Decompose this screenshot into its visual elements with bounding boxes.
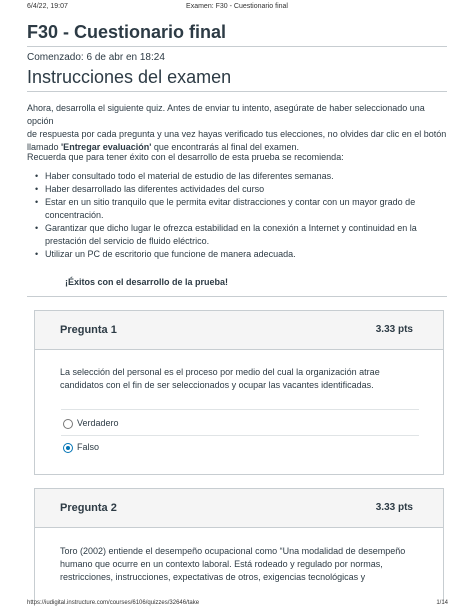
success-message: ¡Éxitos con el desarrollo de la prueba! [65, 277, 229, 287]
instructions-heading: Instrucciones del examen [27, 67, 232, 87]
recommendation-list [27, 170, 457, 261]
intro-line-start: llamado [27, 142, 59, 152]
page-title: F30 - Cuestionario final [27, 22, 227, 42]
list-item: • Haber desarrollado las diferentes actividades del curso [37, 183, 457, 196]
list-item: • Garantizar que dicho lugar le ofrezca estabilidad en la conexión a Internet y continuidad en la prestación del servicio de fluido eléctrico. [37, 222, 457, 248]
answer-label: Falso [77, 442, 100, 452]
question-title: Pregunta 1 [60, 324, 117, 336]
list-item: • Estar en un sitio tranquilo que le permita evitar distracciones y contar con un mayor grado de concentración. [37, 196, 457, 222]
print-header [0, 3, 474, 15]
answer-label: Verdadero [77, 418, 119, 428]
answer-option-verdadero[interactable] [61, 415, 417, 433]
submit-reference: 'Entregar evaluación' [61, 142, 152, 152]
question-text: La selección del personal es el proceso por medio del cual la organización atrae candidatos con el fin de ser seleccionados y ocupar las vacantes identificadas. [60, 367, 380, 390]
divider [27, 296, 447, 297]
radio-button-selected[interactable] [63, 443, 73, 453]
list-item: • Utilizar un PC de escritorio que funcione de manera adecuada. [37, 248, 457, 261]
print-datetime: 6/4/22, 19:07 [27, 3, 68, 10]
intro-line: Ahora, desarrolla el siguiente quiz. Antes de enviar tu intento, asegúrate de haber seleccionado una opción [27, 103, 425, 126]
divider [27, 46, 447, 47]
recommendation-intro: Recuerda que para tener éxito con el desarrollo de esta prueba se recomienda: [27, 152, 344, 162]
page-number: 1/14 [436, 600, 448, 606]
question-card-1 [34, 310, 444, 475]
instructions-text [27, 102, 452, 154]
question-points: 3.33 pts [375, 502, 413, 513]
answer-divider [61, 435, 419, 436]
question-text: Toro (2002) entiende el desempeño ocupacional como “Una modalidad de desempeño humano que ocurre en un contexto laboral. Está rodeado y regulado por normas, restricciones, instrucciones, expectativas de otros, exigencias tecnológicas y [60, 546, 406, 582]
answer-divider [61, 409, 419, 410]
answer-option-falso[interactable] [61, 439, 417, 457]
intro-line-end: que encontrarás al final del examen. [151, 142, 299, 152]
list-item: • Haber consultado todo el material de estudio de las diferentes semanas. [37, 170, 457, 183]
print-url: https://iudigital.instructure.com/courses/6106/quizzes/32646/take [27, 600, 200, 606]
divider [27, 91, 447, 92]
intro-line: de respuesta por cada pregunta y una vez hayas verificado tus elecciones, no olvides dar clic en el botón [27, 129, 447, 139]
question-card-2 [34, 488, 444, 601]
question-header [35, 489, 443, 528]
started-timestamp: Comenzado: 6 de abr en 18:24 [27, 52, 165, 63]
question-header [35, 311, 443, 350]
question-points: 3.33 pts [375, 324, 413, 335]
radio-button[interactable] [63, 419, 73, 429]
question-title: Pregunta 2 [60, 502, 117, 514]
print-title: Examen: F30 - Cuestionario final [186, 3, 288, 10]
